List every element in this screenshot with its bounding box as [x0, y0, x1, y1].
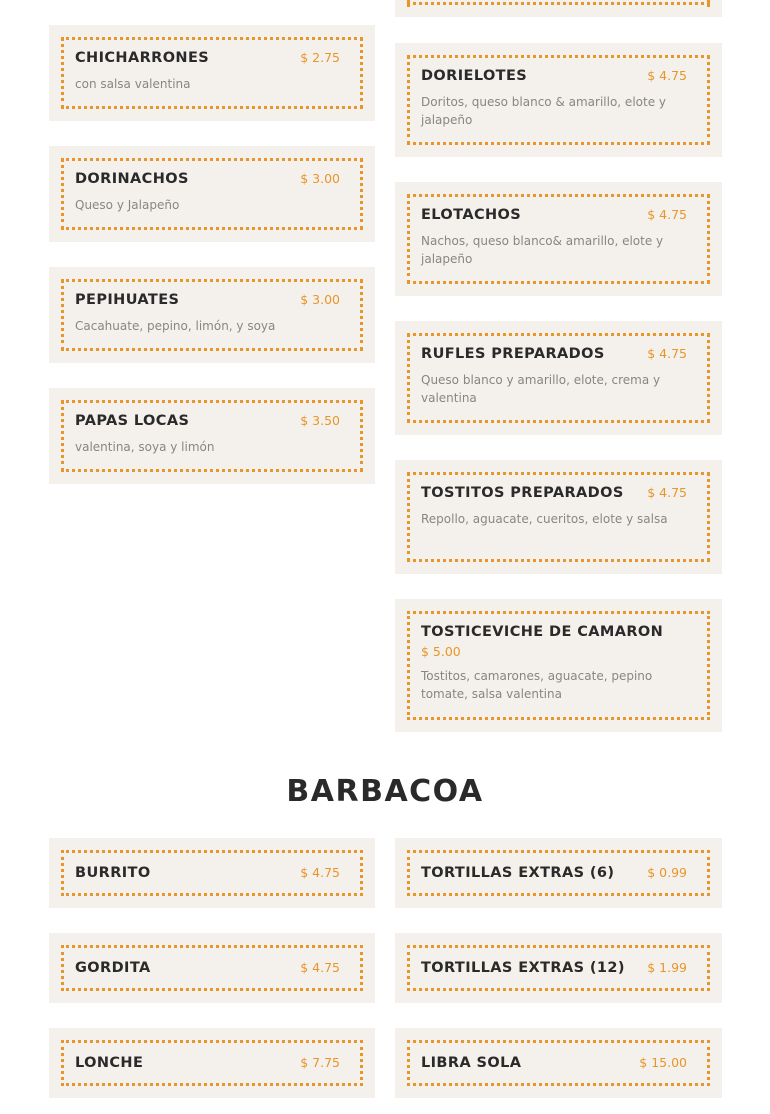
item-price: $ 5.00 [421, 644, 461, 659]
item-description: Tostitos, camarones, aguacate, pepino tomate, salsa valentina [421, 669, 653, 701]
item-name: LONCHE [75, 1055, 144, 1071]
item-name: TORTILLAS EXTRAS (12) [421, 960, 625, 976]
item-price: $ 2.75 [300, 50, 340, 65]
menu-item-card-elotachos [395, 182, 722, 296]
item-description: Cacahuate, pepino, limón, y soya [75, 319, 276, 333]
item-price: $ 4.75 [647, 207, 687, 222]
card-border [407, 472, 710, 562]
menu-item-card-gordita [49, 933, 375, 1003]
menu-item-card-rufles-preparados [395, 321, 722, 435]
item-name: GORDITA [75, 960, 151, 976]
item-name: TOSTITOS PREPARADOS [421, 485, 624, 501]
item-price: $ 4.75 [647, 485, 687, 500]
section-title-barbacoa: BARBACOA [286, 774, 484, 809]
item-name: DORIELOTES [421, 68, 528, 84]
card-border [407, 333, 710, 423]
item-name: TORTILLAS EXTRAS (6) [421, 865, 615, 881]
item-name: TOSTICEVICHE DE CAMARON [421, 624, 664, 640]
card-border [407, 945, 710, 991]
card-border [61, 158, 363, 230]
item-price: $ 4.75 [647, 68, 687, 83]
menu-item-card-papas-locas [49, 388, 375, 484]
card-border [407, 611, 710, 720]
card-border [61, 279, 363, 351]
menu-item-card-tortillas-extras-6 [395, 838, 722, 908]
item-description: Nachos, queso blanco& amarillo, elote y jalapeño [421, 234, 664, 266]
item-name: PEPIHUATES [75, 292, 180, 308]
item-name: ELOTACHOS [421, 207, 522, 223]
menu-item-card-pepihuates [49, 267, 375, 363]
item-price: $ 4.75 [647, 346, 687, 361]
card-border [407, 1040, 710, 1086]
item-price: $ 7.75 [300, 1055, 340, 1070]
item-description: Repollo, aguacate, cueritos, elote y salsa [421, 512, 668, 526]
item-price: $ 3.00 [300, 292, 340, 307]
item-description: valentina, soya y limón [75, 440, 215, 454]
item-price: $ 4.75 [300, 865, 340, 880]
item-description: Queso blanco y amarillo, elote, crema y valentina [421, 373, 661, 405]
menu-item-card-dorielotes [395, 43, 722, 157]
item-name: DORINACHOS [75, 171, 189, 187]
menu-item-card-dorinachos [49, 146, 375, 242]
item-price: $ 3.50 [300, 413, 340, 428]
item-description: con salsa valentina [75, 77, 191, 91]
item-price: $ 0.99 [647, 865, 687, 880]
item-name: PAPAS LOCAS [75, 413, 190, 429]
item-description: Doritos, queso blanco & amarillo, elote y jalapeño [421, 95, 666, 127]
item-price: $ 15.00 [639, 1055, 687, 1070]
item-name: RUFLES PREPARADOS [421, 346, 605, 362]
menu-item-card-tosticeviche-de-camaron [395, 599, 722, 732]
card-border [61, 945, 363, 991]
card-border [407, 194, 710, 284]
card-border [407, 55, 710, 145]
item-price: $ 4.75 [300, 960, 340, 975]
menu-item-card-libra-sola [395, 1028, 722, 1098]
card-border [61, 37, 363, 109]
card-border [61, 850, 363, 896]
menu-item-card-tortillas-extras-12 [395, 933, 722, 1003]
card-border [61, 400, 363, 472]
item-price: $ 3.00 [300, 171, 340, 186]
menu-item-card-lonche [49, 1028, 375, 1098]
card-border [407, 850, 710, 896]
item-description: Queso y Jalapeño [75, 198, 180, 212]
item-price: $ 1.99 [647, 960, 687, 975]
menu-item-card-burrito [49, 838, 375, 908]
card-border [407, 0, 710, 5]
item-name: CHICHARRONES [75, 50, 210, 66]
menu-item-card-chicharrones [49, 25, 375, 121]
menu-item-card-partial [395, 0, 722, 17]
card-border [61, 1040, 363, 1086]
menu-item-card-tostitos-preparados [395, 460, 722, 574]
item-name: BURRITO [75, 865, 151, 881]
item-name: LIBRA SOLA [421, 1055, 522, 1071]
